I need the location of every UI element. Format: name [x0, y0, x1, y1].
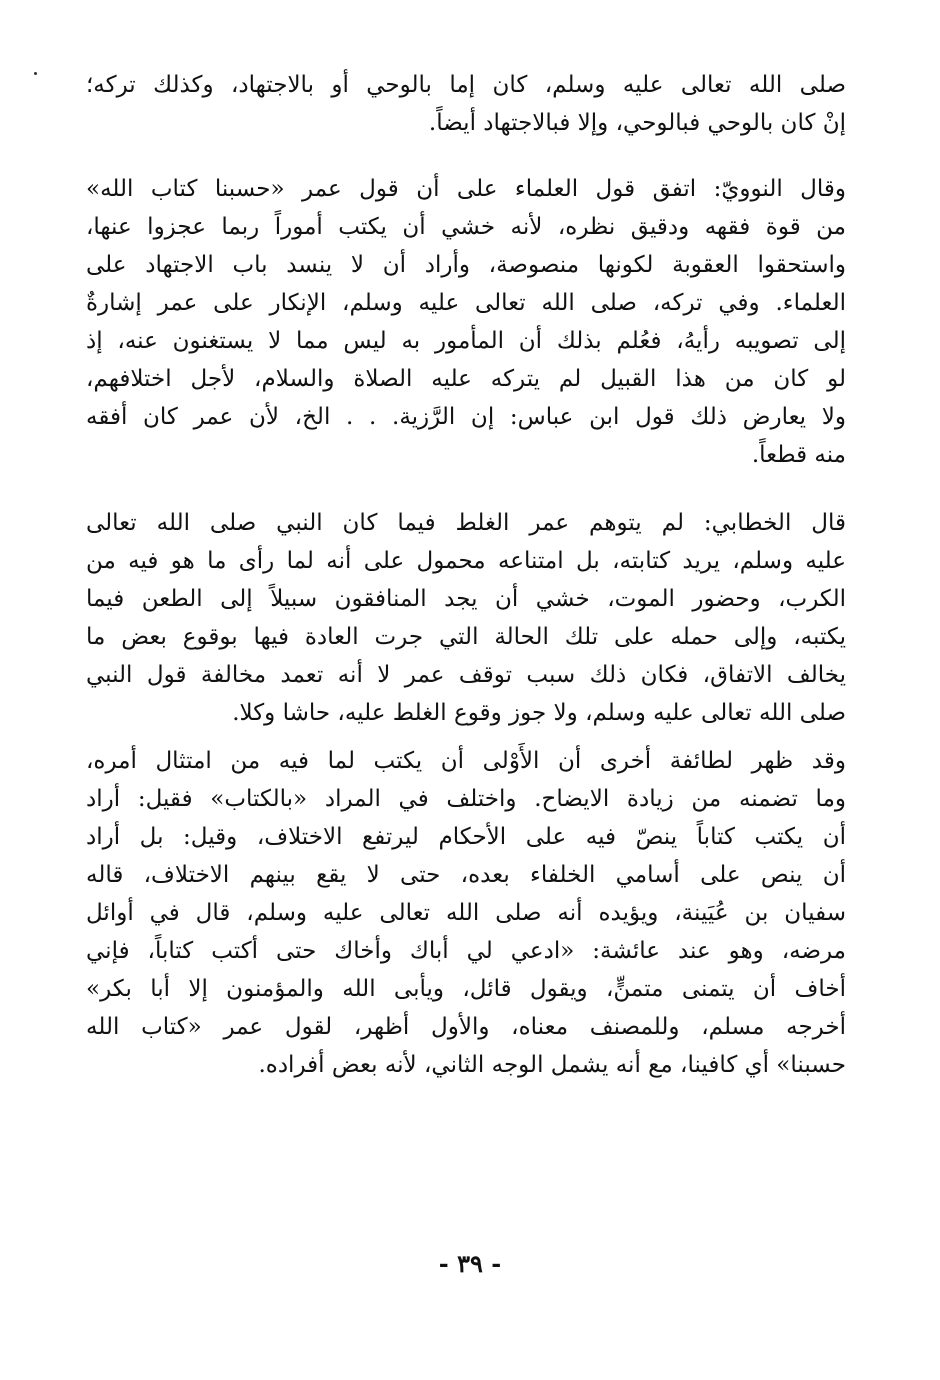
text-line: حسبنا» أي كافينا، مع أنه يشمل الوجه الثاني، لأنه بعض أفراده. [258, 1052, 846, 1078]
paragraph-2 [86, 170, 846, 474]
text-line: مرضه، وهو عند عائشة: «ادعي لي أباك وأخاك حتى أكتب كتاباً، فإني [86, 938, 846, 964]
text-line: العلماء. وفي تركه، صلى الله تعالى عليه وسلم، الإنكار على عمر إشارةٌ [86, 290, 846, 316]
text-line: أن ينص على أسامي الخلفاء بعده، حتى لا يقع بينهم الاختلاف، قاله [86, 862, 846, 888]
text-line: وما تضمنه من زيادة الايضاح. واختلف في المراد «بالكتاب» فقيل: أراد [86, 786, 846, 812]
text-line: واستحقوا العقوبة لكونها منصوصة، وأراد أن لا ينسد باب الاجتهاد على [86, 252, 846, 278]
paragraph-1 [86, 66, 846, 142]
paragraph-4 [86, 742, 846, 1084]
text-line: يخالف الاتفاق، فكان ذلك سبب توقف عمر لا أنه تعمد مخالفة قول النبي [86, 662, 846, 688]
text-line: عليه وسلم، يريد كتابته، بل امتناعه محمول على أنه لما رأى ما هو فيه من [86, 548, 846, 574]
scan-speck [34, 72, 37, 75]
text-line: إنْ كان بالوحي فبالوحي، وإلا فبالاجتهاد أيضاً. [428, 110, 846, 136]
text-line: يكتبه، وإلى حمله على تلك الحالة التي جرت العادة فيها بوقوع بعض ما [86, 624, 846, 650]
text-line: أن يكتب كتاباً ينصّ فيه على الأحكام ليرتفع الاختلاف، وقيل: بل أراد [86, 824, 846, 850]
paragraph-spacer [86, 474, 846, 504]
text-line: صلى الله تعالى عليه وسلم، ولا جوز وقوع الغلط عليه، حاشا وكلا. [232, 700, 846, 726]
text-line: أخرجه مسلم، وللمصنف معناه، والأول أظهر، لقول عمر «كتاب الله [86, 1014, 846, 1040]
page-number: - ٣٩ - [438, 1249, 502, 1278]
text-line: منه قطعاً. [751, 442, 846, 468]
paragraph-spacer [86, 142, 846, 170]
text-line: الكرب، وحضور الموت، خشي أن يجد المنافقون سبيلاً إلى الطعن فيما [86, 586, 846, 612]
text-line: قال الخطابي: لم يتوهم عمر الغلط فيما كان النبي صلى الله تعالى [86, 510, 846, 536]
text-line: إلى تصويبه رأيهُ، فعُلم بذلك أن المأمور به ليس مما لا يستغنون عنه، إذ [86, 328, 846, 354]
text-line: من قوة فقهه ودقيق نظره، لأنه خشي أن يكتب أموراً ربما عجزوا عنها، [86, 214, 846, 240]
paragraph-3 [86, 504, 846, 732]
text-line: وقد ظهر لطائفة أخرى أن الأَوْلى أن يكتب لما فيه من امتثال أمره، [86, 748, 846, 774]
body-text [86, 66, 846, 1084]
text-line: ولا يعارض ذلك قول ابن عباس: إن الرَّزية. . . الخ، لأن عمر كان أفقه [86, 404, 846, 430]
text-line: أخاف أن يتمنى متمنٍّ، ويقول قائل، ويأبى الله والمؤمنون إلا أبا بكر» [86, 976, 846, 1002]
paragraph-spacer [86, 732, 846, 742]
text-line: صلى الله تعالى عليه وسلم، كان إما بالوحي أو بالاجتهاد، وكذلك تركه؛ [86, 72, 846, 98]
text-line: سفيان بن عُيَينة، ويؤيده أنه صلى الله تعالى عليه وسلم، قال في أوائل [86, 900, 846, 926]
text-line: لو كان من هذا القبيل لم يتركه عليه الصلاة والسلام، لأجل اختلافهم، [86, 366, 846, 392]
text-line: وقال النوويّ: اتفق قول العلماء على أن قول عمر «حسبنا كتاب الله» [86, 176, 846, 202]
